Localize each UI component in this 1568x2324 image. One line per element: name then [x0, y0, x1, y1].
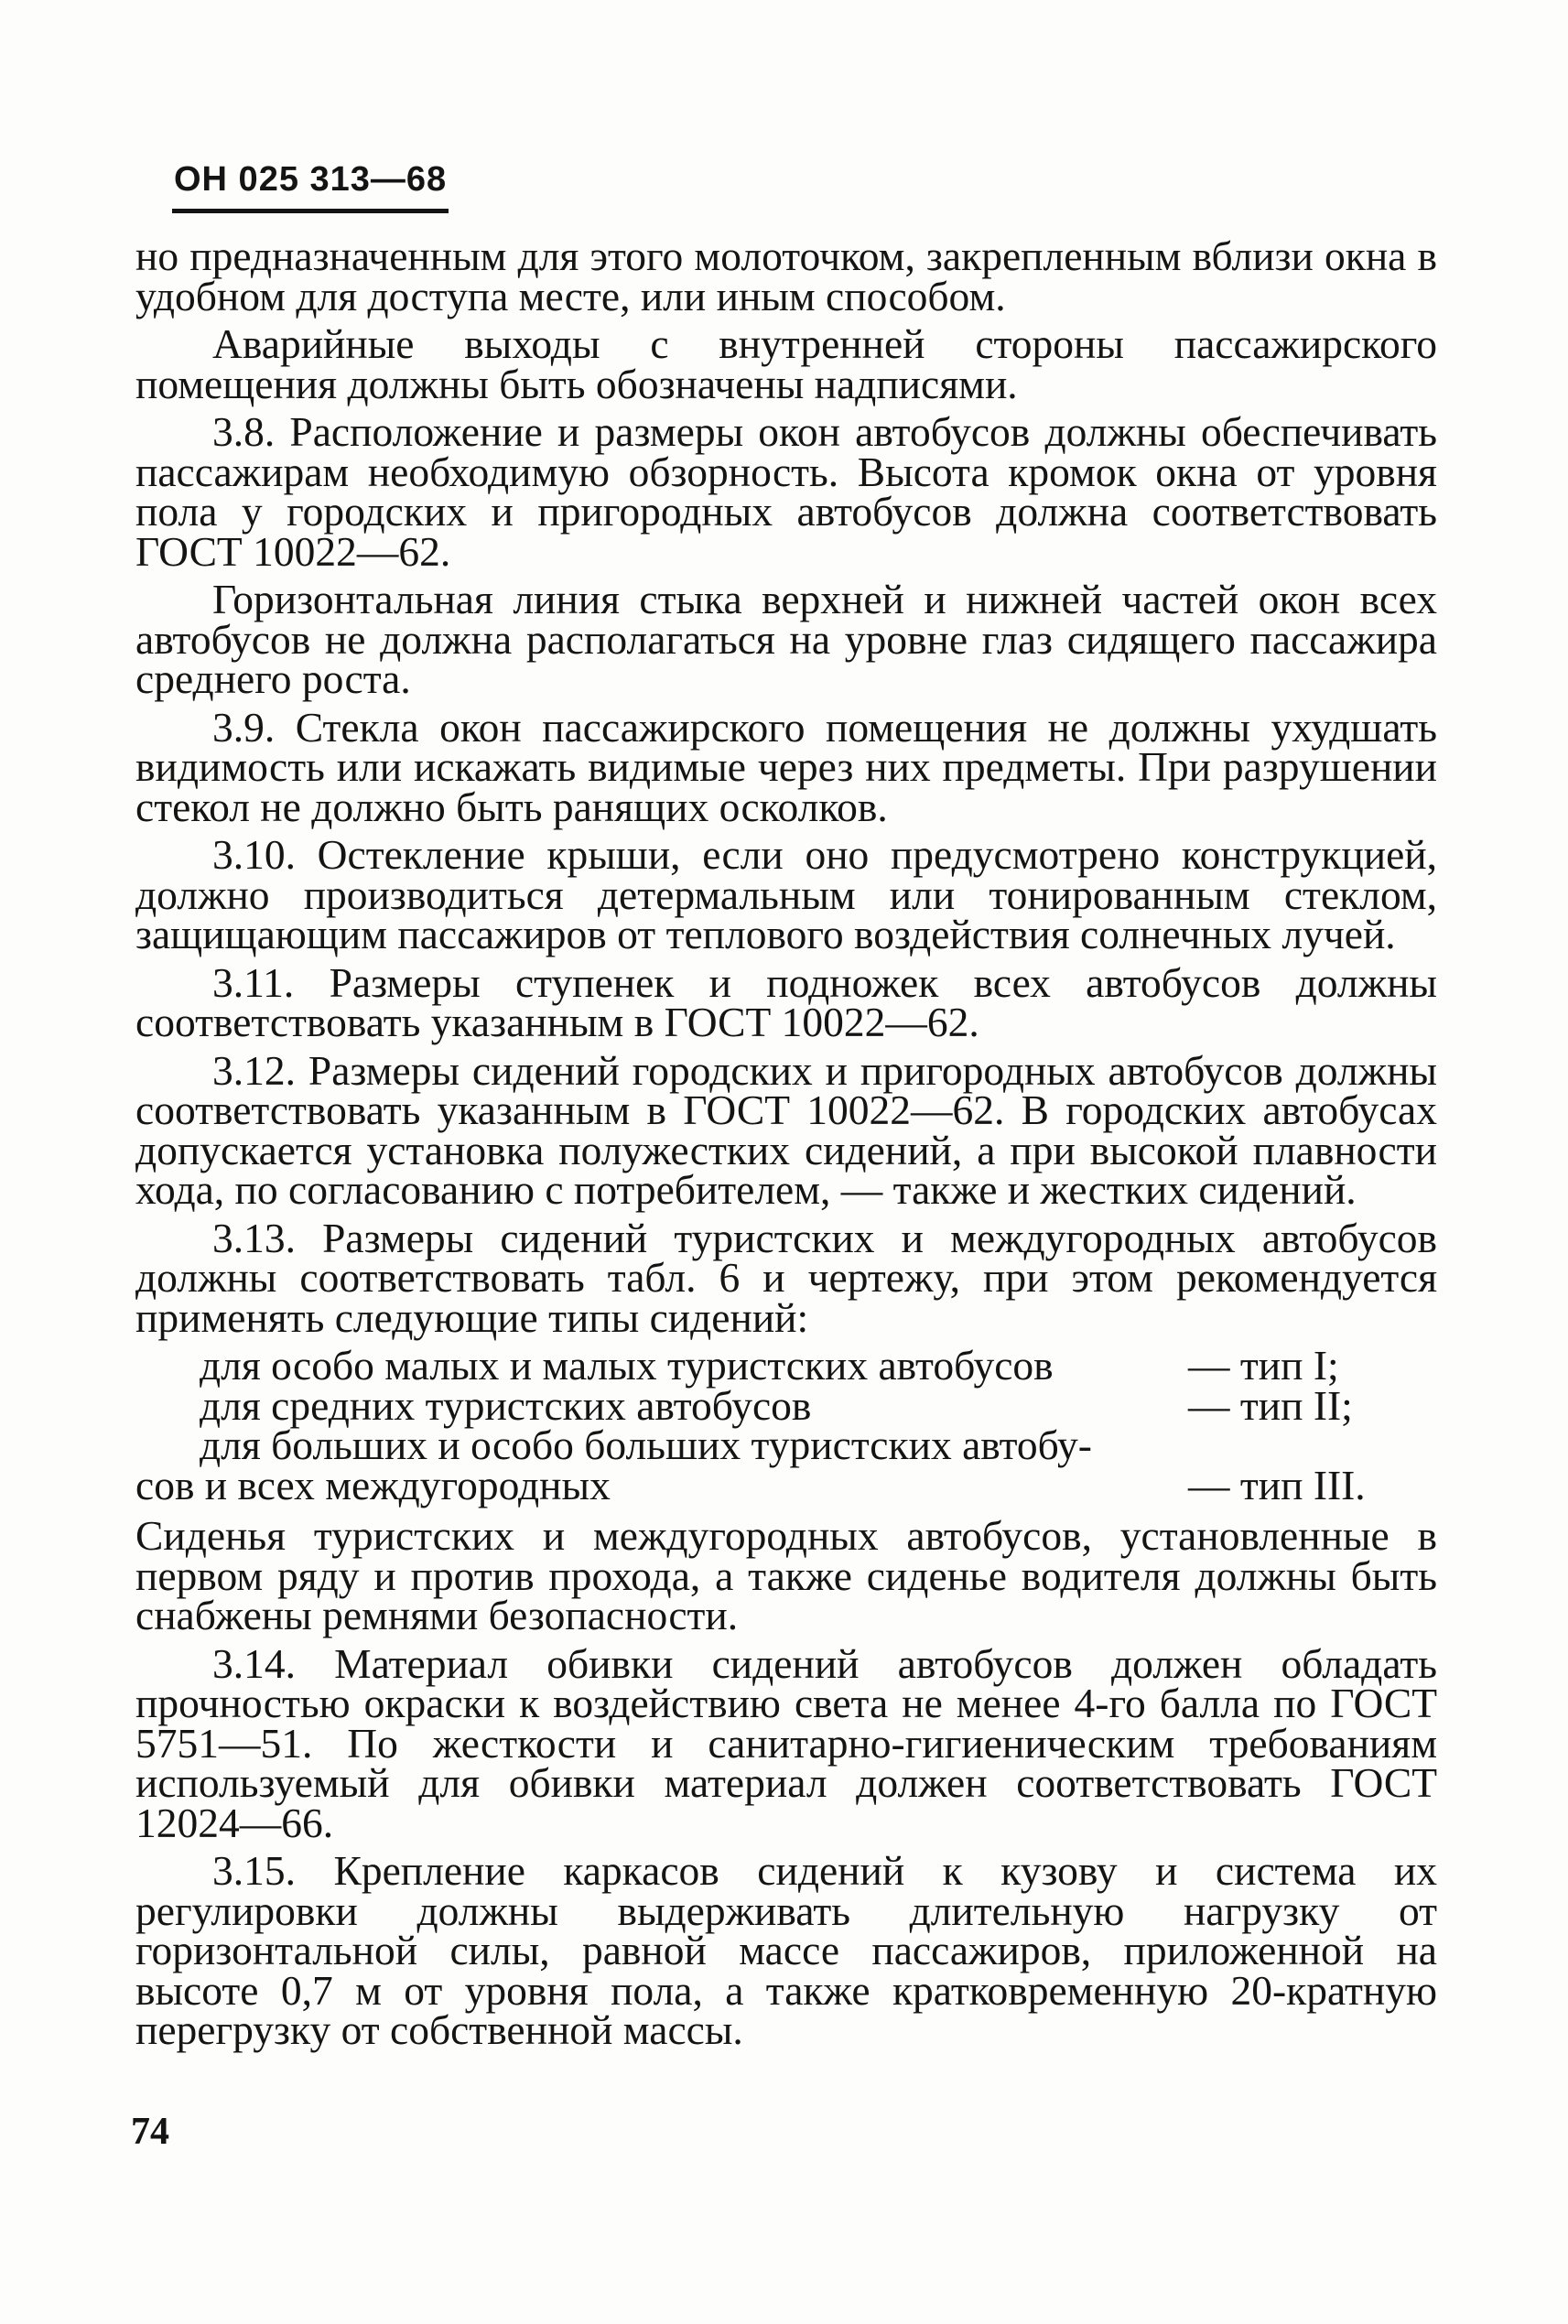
clause-3-15: 3.15. Крепление каркасов сидений к кузову и система их регулировки должны выдерживать длительную нагрузку от горизонтальной силы, равной массе пассажиров, приложенной на высоте 0,7 м от уровня пола, а также кратковременную 20-кратную перегрузку от собственной массы.: [135, 1847, 1437, 2053]
clause-3-11: 3.11. Размеры ступенек и подножек всех автобусов должны соответствовать указанным в ГОСТ 10022—62.: [135, 958, 1437, 1045]
seat-type-list: [135, 1342, 1437, 1508]
seat-type-label: для средних туристских автобусов: [200, 1381, 812, 1429]
seat-type-item: [135, 1342, 1380, 1389]
clause-3-14: 3.14. Материал обивки сидений автобусов должен обладать прочностью окраски к воздействию света не менее 4-го балла по ГОСТ 5751—51. По жесткости и санитарно-гигиеническим требованиям используемый для обивки материал должен соответствовать ГОСТ 12024—66.: [135, 1639, 1437, 1846]
document-body: [135, 232, 1437, 2059]
paragraph-continuation: но предназначенным для этого молоточком, закрепленным вблизи окна в удобном для доступа месте, или иным способом.: [135, 232, 1437, 319]
seat-type-label: для больших и особо больших туристских автобу-: [200, 1421, 1092, 1468]
paragraph-seat-belts: Сиденья туристских и междугородных автобусов, установленные в первом ряду и против прохода, а также сиденье водителя должны быть снабжены ремнями безопасности.: [135, 1512, 1437, 1638]
seat-type-value: — тип III.: [1188, 1461, 1366, 1508]
seat-type-label: для особо малых и малых туристских автобусов: [200, 1342, 1054, 1389]
header-rule: [172, 209, 449, 213]
document-code: ОН 025 313—68: [174, 160, 448, 199]
clause-3-10: 3.10. Остекление крыши, если оно предусмотрено конструкцией, должно производиться детермальным или тонированным стеклом, защищающим пассажиров от теплового воздействия солнечных лучей.: [135, 831, 1437, 957]
page-number: 74: [131, 2111, 169, 2153]
clause-3-12: 3.12. Размеры сидений городских и пригородных автобусов должны соответствовать указанным в ГОСТ 10022—62. В городских автобусах допускается установка полужестких сидений, а при высокой плавности хода, по согласованию с потребителем, — также и жестких сидений.: [135, 1046, 1437, 1213]
seat-type-item: [135, 1421, 1380, 1508]
seat-type-item: [135, 1381, 1380, 1429]
seat-type-value: — тип I;: [1188, 1342, 1339, 1389]
seat-type-label-continued: сов и всех междугородных: [135, 1461, 611, 1508]
paragraph-emergency-exits: Аварийные выходы с внутренней стороны пассажирского помещения должны быть обозначены надписями.: [135, 320, 1437, 407]
clause-3-9: 3.9. Стекла окон пассажирского помещения не должны ухудшать видимость или искажать видимые через них предметы. При разрушении стекол не должно быть ранящих осколков.: [135, 703, 1437, 830]
clause-3-8: 3.8. Расположение и размеры окон автобусов должны обеспечивать пассажирам необходимую обзорность. Высота кромок окна от уровня пола у городских и пригородных автобусов должна соответствовать ГОСТ 10022—62.: [135, 408, 1437, 575]
clause-3-13: 3.13. Размеры сидений туристских и междугородных автобусов должны соответствовать табл. 6 и чертежу, при этом рекомендуется применять следующие типы сидений:: [135, 1214, 1437, 1341]
paragraph-window-line: Горизонтальная линия стыка верхней и нижней частей окон всех автобусов не должна располагаться на уровне глаз сидящего пассажира среднего роста.: [135, 576, 1437, 702]
seat-type-value: — тип II;: [1188, 1381, 1353, 1429]
